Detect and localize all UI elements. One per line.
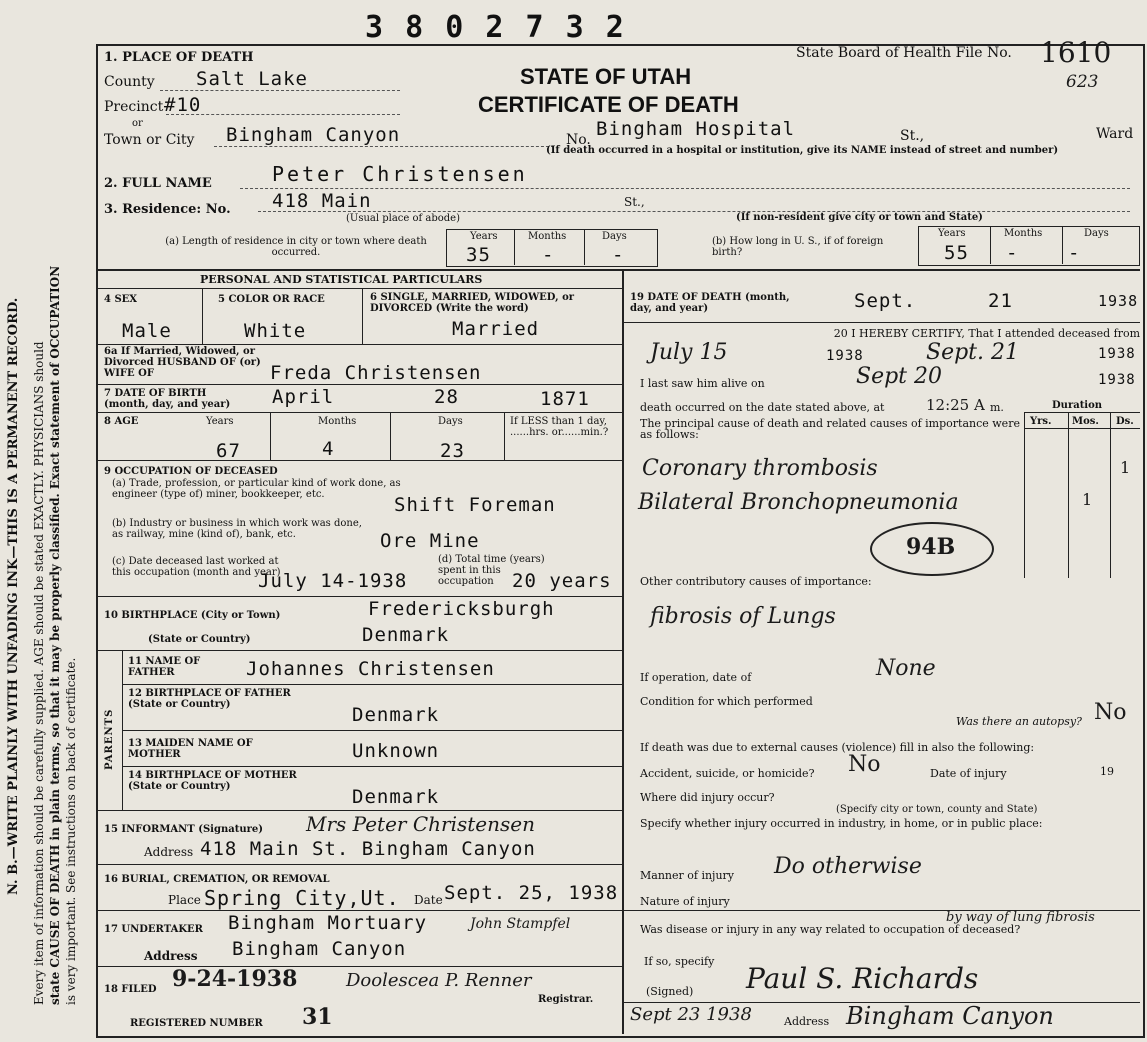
father-value: Johannes Christensen [246, 658, 495, 680]
precinct-label: Precinct [104, 99, 164, 115]
burial-place-label: Place [168, 893, 201, 907]
age-months: 4 [322, 438, 335, 460]
res-days-label: Days [602, 231, 627, 242]
manner-value: Do otherwise [774, 854, 922, 879]
us-days: - [1068, 242, 1081, 264]
registrar-signature: Doolescea P. Renner [346, 970, 532, 991]
file-label: State Board of Health File No. [796, 45, 1012, 61]
dob-label: 7 DATE OF BIRTH (month, day, and year) [104, 388, 231, 410]
occupation-b-label: (b) Industry or business in which work was done, as railway, mine (kind of), bank, etc. [112, 518, 362, 540]
res-years: 35 [466, 244, 491, 266]
reg-number-label: REGISTERED NUMBER [130, 1018, 263, 1029]
attended-from-year: 1938 [826, 348, 864, 364]
contrib-label: Other contributory causes of importance: [640, 575, 872, 588]
full-name-label: 2. FULL NAME [104, 176, 212, 191]
attended-to: Sept. 21 [926, 340, 1019, 365]
st-label: St., [900, 128, 925, 144]
cause-1: Coronary thrombosis [642, 456, 878, 481]
undertaker-address-label: Address [144, 949, 198, 963]
injury-date-label: Date of injury [930, 767, 1007, 780]
total-time-value: 20 years [512, 570, 612, 592]
side-note-line3: state CAUSE OF DEATH in plain terms, so that it may be properly classified. Exact statement of OCCUPATION [48, 265, 62, 1005]
burial-date-label: Date [414, 893, 443, 907]
cause-code: 94B [906, 534, 956, 560]
manner-label: Manner of injury [640, 869, 735, 882]
certificate-title: CERTIFICATE OF DEATH [478, 92, 739, 117]
birthplace-city: Fredericksburgh [368, 598, 555, 620]
us-months: - [1006, 242, 1019, 264]
dod-label: 19 DATE OF DEATH (month, day, and year) [630, 292, 790, 314]
full-name-value: Peter Christensen [272, 162, 528, 186]
burial-date: Sept. 25, 1938 [444, 882, 619, 904]
autopsy-label: Was there an autopsy? [956, 715, 1082, 728]
res-months: - [542, 244, 555, 266]
burial-label: 16 BURIAL, CREMATION, OR REMOVAL [104, 874, 330, 885]
if-so-label: If so, specify [644, 955, 715, 968]
age-years: 67 [216, 440, 241, 462]
last-saw: Sept 20 [856, 364, 943, 389]
mos-label: Mos. [1072, 416, 1099, 427]
cause-1-ds: 1 [1120, 458, 1131, 477]
spouse-value: Freda Christensen [270, 362, 482, 384]
residence-value: 418 Main [272, 190, 372, 212]
county-value: Salt Lake [196, 68, 308, 90]
physician-signature: Paul S. Richards [746, 962, 979, 995]
birthplace-country: Denmark [362, 624, 450, 646]
reg-number: 31 [302, 1004, 333, 1030]
father-label: 11 NAME OF FATHER [128, 656, 201, 678]
burial-place: Spring City,Ut. [204, 886, 400, 910]
accident-value: No [848, 752, 881, 777]
birthplace-sc-label: (State or Country) [148, 634, 251, 645]
dod-day: 21 [988, 290, 1013, 312]
undertaker-value: Bingham Mortuary [228, 912, 428, 934]
undertaker-label: 17 UNDERTAKER [104, 924, 203, 935]
cause-label: The principal cause of death and related causes of importance were as follows: [640, 417, 1020, 441]
birthplace-label: 10 BIRTHPLACE (City or Town) [104, 610, 281, 621]
signed-date: Sept 23 1938 [630, 1004, 752, 1025]
attended-to-year: 1938 [1098, 346, 1136, 362]
occupation-c-label: (c) Date deceased last worked at this occupation (month and year) [112, 556, 281, 578]
us-label: (b) How long in U. S., if of foreign birth? [712, 236, 884, 258]
dob-day: 28 [434, 386, 459, 408]
mother-label: 13 MAIDEN NAME OF MOTHER [128, 738, 253, 760]
us-days-label: Days [1084, 228, 1109, 239]
dob-month: April [272, 386, 335, 408]
sex-label: 4 SEX [104, 294, 138, 305]
us-years: 55 [944, 242, 969, 264]
last-worked-value: July 14-1938 [258, 570, 408, 592]
marital-value: Married [452, 318, 540, 340]
duration-label: Duration [1052, 400, 1103, 411]
dod-year: 1938 [1098, 292, 1139, 310]
serial-number: 3 8 0 2 7 3 2 [365, 10, 626, 45]
us-years-label: Years [938, 228, 966, 239]
external-label: If death was due to external causes (violence) fill in also the following: [640, 741, 1035, 754]
undertaker-signature: John Stampfel [470, 916, 571, 932]
certify-label: 20 I HEREBY CERTIFY, That I attended deceased from [833, 327, 1140, 340]
injury-year-label: 19 [1100, 765, 1114, 778]
accident-label: Accident, suicide, or homicide? [640, 767, 815, 780]
age-days: 23 [440, 440, 465, 462]
marital-label: 6 SINGLE, MARRIED, WIDOWED, or DIVORCED (Write the word) [370, 292, 575, 314]
specify-label: Specify whether injury occurred in industry, in home, or in public place: [640, 817, 1043, 830]
occupation-d-label: (d) Total time (years) spent in this occupation [438, 554, 545, 587]
occupation-value: Shift Foreman [394, 494, 556, 516]
hospital-note: (If death occurred in a hospital or institution, give its NAME instead of street and number) [546, 145, 1059, 156]
yrs-label: Yrs. [1030, 416, 1052, 427]
nonres-note: (If non-resident give city or town and State) [736, 212, 983, 223]
where-note: (Specify city or town, county and State) [836, 804, 1038, 815]
informant-label: 15 INFORMANT (Signature) [104, 824, 263, 835]
attended-from: July 15 [650, 340, 728, 365]
file-number: 1610 [1040, 36, 1112, 69]
operation-value: None [876, 656, 936, 681]
mother-bp-label: 14 BIRTHPLACE OF MOTHER (State or Country) [128, 770, 297, 792]
informant-signature: Mrs Peter Christensen [306, 812, 535, 836]
where-label: Where did injury occur? [640, 791, 775, 804]
dod-month: Sept. [854, 290, 917, 312]
parents-label: PARENTS [104, 708, 115, 770]
sex-value: Male [122, 320, 172, 342]
side-note-line2: Every item of information should be carefully supplied. AGE should be stated EXACTLY. PHYSICIANS should [32, 341, 46, 1005]
dob-year: 1871 [540, 388, 590, 410]
father-bp-value: Denmark [352, 704, 440, 726]
usual-note: (Usual place of abode) [346, 213, 461, 224]
age-months-label: Months [318, 416, 357, 427]
contrib-value: fibrosis of Lungs [650, 604, 836, 629]
age-years-label: Years [206, 416, 234, 427]
signed-label: (Signed) [646, 985, 694, 998]
industry-value: Ore Mine [380, 530, 480, 552]
ds-label: Ds. [1116, 416, 1134, 427]
registrar-label: Registrar. [538, 994, 594, 1005]
no-label: No. [566, 132, 591, 148]
res-days: - [612, 244, 625, 266]
town-label: Town or City [104, 132, 195, 148]
precinct-value: #10 [164, 94, 202, 116]
side-note-line4: is very important. See instructions on back of certificate. [64, 657, 78, 1005]
informant-address-label: Address [144, 845, 194, 859]
signed-address-label: Address [784, 1015, 830, 1028]
nature-label: Nature of injury [640, 895, 730, 908]
residence-st-label: St., [624, 195, 645, 209]
cause-2-mos: 1 [1082, 490, 1093, 509]
undertaker-address: Bingham Canyon [232, 938, 407, 960]
autopsy-value: No [1094, 700, 1127, 725]
race-value: White [244, 320, 307, 342]
occurred-label: death occurred on the date stated above, at [640, 401, 885, 414]
res-months-label: Months [528, 231, 567, 242]
operation-label: If operation, date of [640, 671, 752, 684]
condition-label: Condition for which performed [640, 695, 813, 708]
last-saw-label: I last saw him alive on [640, 377, 765, 390]
informant-address: 418 Main St. Bingham Canyon [200, 838, 536, 860]
related-value: by way of lung fibrosis [946, 910, 1095, 925]
place-section-label: 1. PLACE OF DEATH [104, 50, 254, 65]
related-label: Was disease or injury in any way related to occupation of deceased? [640, 923, 1021, 936]
state-title: STATE OF UTAH [520, 64, 692, 89]
town-value: Bingham Canyon [226, 124, 401, 146]
county-label: County [104, 74, 155, 90]
ward-label: Ward [1096, 126, 1134, 142]
res-years-label: Years [470, 231, 498, 242]
filed-date: 9-24-1938 [172, 966, 298, 992]
file-number-2: 623 [1066, 72, 1099, 92]
race-label: 5 COLOR OR RACE [218, 294, 325, 305]
hospital-value: Bingham Hospital [596, 118, 796, 140]
occupation-label: 9 OCCUPATION OF DECEASED [104, 466, 278, 477]
father-bp-label: 12 BIRTHPLACE OF FATHER (State or Country) [128, 688, 291, 710]
last-saw-year: 1938 [1098, 372, 1136, 388]
m-label: m. [990, 401, 1004, 414]
us-months-label: Months [1004, 228, 1043, 239]
age-label: 8 AGE [104, 416, 139, 427]
signed-address: Bingham Canyon [846, 1002, 1054, 1030]
cause-2: Bilateral Bronchopneumonia [638, 490, 959, 515]
occupation-a-label: (a) Trade, profession, or particular kind of work done, as engineer (type of) miner, bookkeeper, etc. [112, 478, 401, 500]
less-than-label: If LESS than 1 day, ......hrs. or......min.? [510, 416, 609, 438]
age-days-label: Days [438, 416, 463, 427]
mother-bp-value: Denmark [352, 786, 440, 808]
side-note-line1: N. B.—WRITE PLAINLY WITH UNFADING INK—THIS IS A PERMANENT RECORD. [6, 297, 21, 895]
or-label: or [132, 118, 143, 129]
residence-label: 3. Residence: No. [104, 202, 231, 217]
death-time: 12:25 A [926, 396, 985, 414]
mother-value: Unknown [352, 740, 440, 762]
length-label: (a) Length of residence in city or town where death occurred. [165, 236, 427, 258]
filed-label: 18 FILED [104, 984, 157, 995]
personal-section-title: PERSONAL AND STATISTICAL PARTICULARS [200, 273, 483, 286]
spouse-label: 6a If Married, Widowed, or Divorced HUSBAND OF (or) WIFE OF [104, 346, 261, 379]
